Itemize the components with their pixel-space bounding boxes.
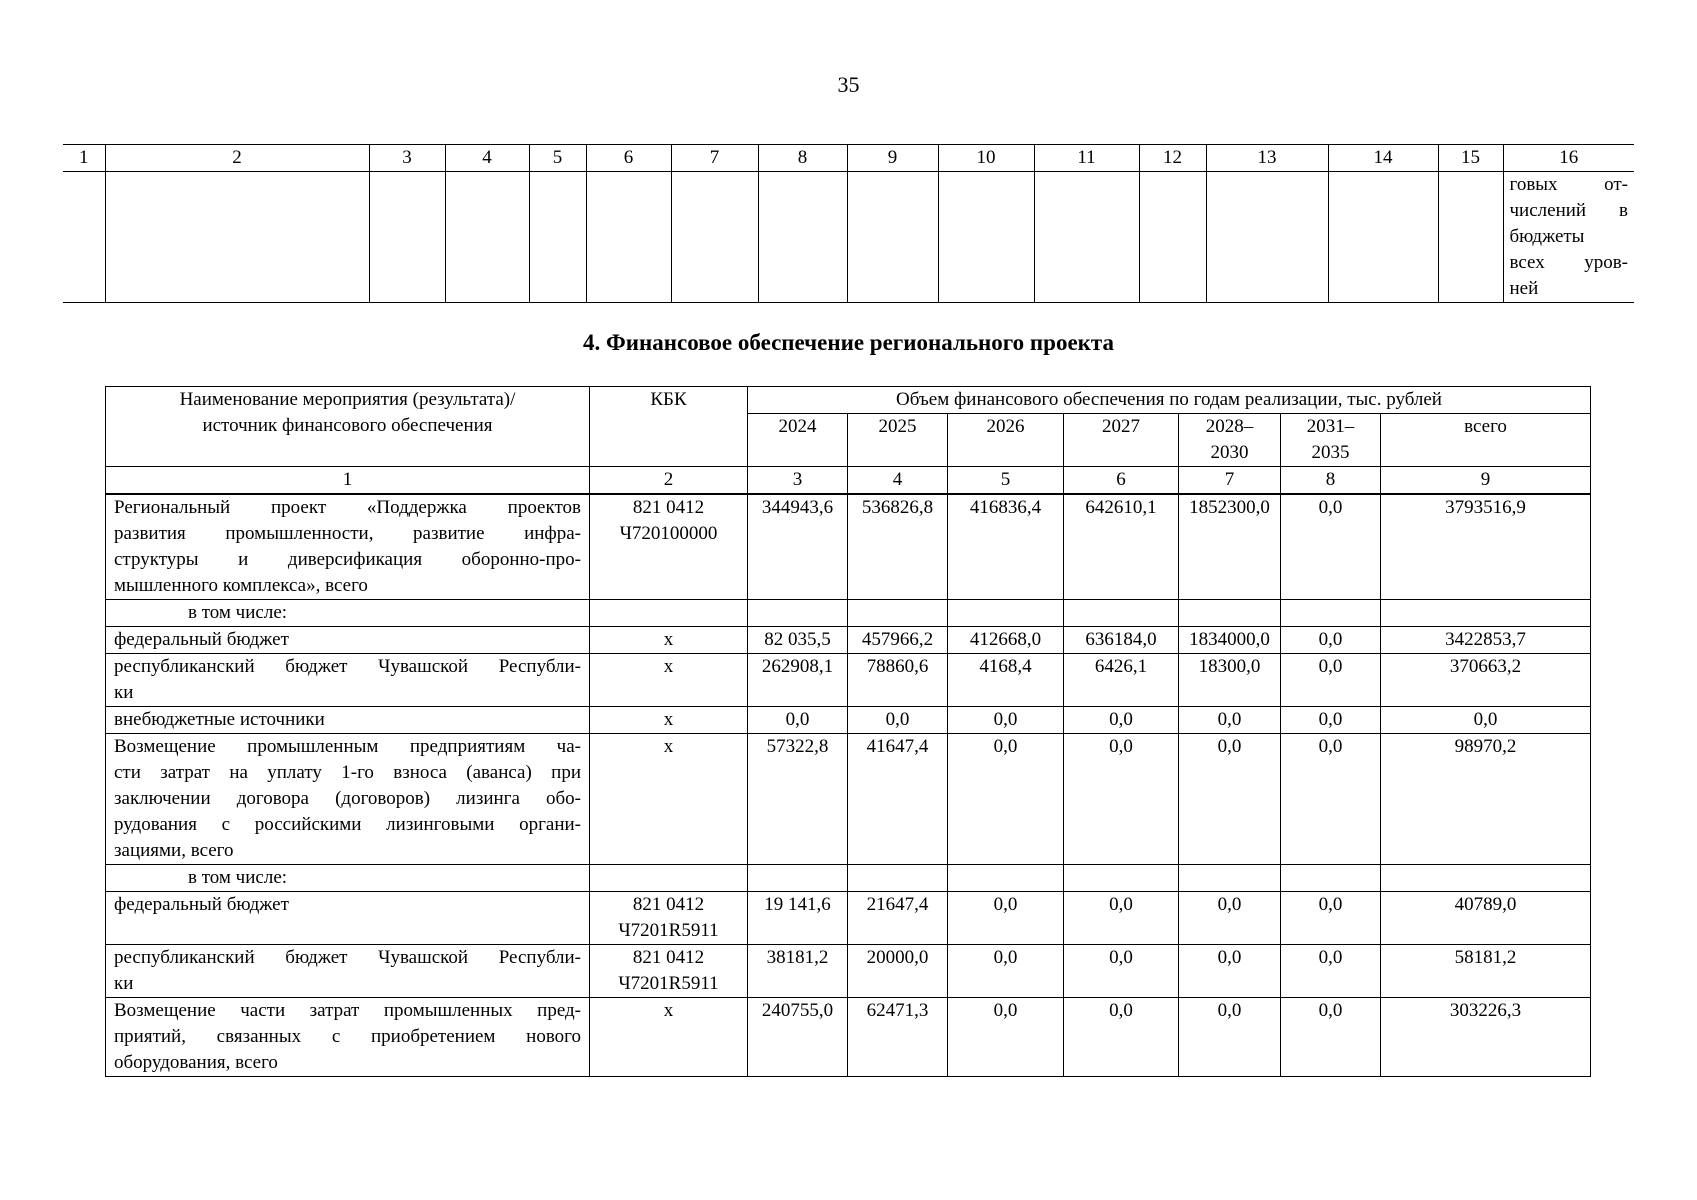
column-number: 13 xyxy=(1206,145,1328,172)
row-value: 1852300,0 xyxy=(1179,494,1281,600)
column-number: 9 xyxy=(847,145,938,172)
table-row xyxy=(106,945,1591,998)
continuation-cell xyxy=(1503,172,1634,303)
empty-cell xyxy=(1179,865,1281,892)
row-kbk-line: х xyxy=(663,1000,674,1021)
row-value: 0,0 xyxy=(1381,707,1591,734)
column-number: 12 xyxy=(1139,145,1206,172)
row-name xyxy=(106,892,590,945)
row-kbk-line: 821 0412 xyxy=(632,947,705,968)
row-name-line: ки xyxy=(114,973,134,994)
header-column-number: 2 xyxy=(590,467,748,495)
column-number: 15 xyxy=(1438,145,1503,172)
row-value: 3793516,9 xyxy=(1381,494,1591,600)
empty-cell xyxy=(1381,600,1591,627)
continuation-text-line: ней xyxy=(1509,278,1539,299)
header-year xyxy=(1064,414,1179,467)
row-name-line: зациями, всего xyxy=(114,840,234,861)
row-value: 0,0 xyxy=(1064,892,1179,945)
continuation-cell xyxy=(105,172,369,303)
column-number: 8 xyxy=(758,145,847,172)
row-name xyxy=(106,707,590,734)
row-name-line: заключении договора (договоров) лизинга обо- xyxy=(114,788,581,809)
header-column-number: 1 xyxy=(106,467,590,495)
column-number: 3 xyxy=(369,145,445,172)
table-row xyxy=(106,627,1591,654)
row-name-line: федеральный бюджет xyxy=(114,894,289,915)
continuation-cell xyxy=(1438,172,1503,303)
row-value: 303226,3 xyxy=(1381,998,1591,1077)
row-value: 344943,6 xyxy=(748,494,848,600)
header-column-number: 4 xyxy=(848,467,948,495)
table-row xyxy=(106,600,1591,627)
empty-cell xyxy=(590,600,748,627)
row-kbk-line: х xyxy=(663,736,674,757)
row-name-line: оборудования, всего xyxy=(114,1052,278,1073)
row-kbk-line: Ч720100000 xyxy=(619,523,718,544)
empty-cell xyxy=(848,600,948,627)
row-value: 0,0 xyxy=(1064,945,1179,998)
row-value: 20000,0 xyxy=(848,945,948,998)
header-numbers-row xyxy=(106,467,1591,495)
row-value: 240755,0 xyxy=(748,998,848,1077)
row-value: 0,0 xyxy=(1179,892,1281,945)
page-number: 35 xyxy=(837,72,860,97)
row-name-line: республиканский бюджет Чувашской Республи- xyxy=(114,947,581,968)
table-row xyxy=(106,865,1591,892)
row-value: 0,0 xyxy=(1281,494,1381,600)
row-value: 18300,0 xyxy=(1179,654,1281,707)
row-name-line: развития промышленности, развитие инфра- xyxy=(114,523,581,544)
row-value: 4168,4 xyxy=(948,654,1064,707)
row-value: 98970,2 xyxy=(1381,734,1591,865)
row-value: 62471,3 xyxy=(848,998,948,1077)
row-value: 0,0 xyxy=(1064,734,1179,865)
empty-cell xyxy=(1179,600,1281,627)
row-value: 0,0 xyxy=(748,707,848,734)
row-kbk-line: х xyxy=(663,629,674,650)
row-name: в том числе: xyxy=(106,600,590,627)
header-year-text: 2031– xyxy=(1306,416,1355,437)
row-name-line: мышленного комплекса», всего xyxy=(114,575,368,596)
row-value: 82 035,5 xyxy=(748,627,848,654)
column-number: 1 xyxy=(63,145,105,172)
row-value: 57322,8 xyxy=(748,734,848,865)
row-value: 0,0 xyxy=(1281,654,1381,707)
row-value: 21647,4 xyxy=(848,892,948,945)
row-name: в том числе: xyxy=(106,865,590,892)
row-name-line: ки xyxy=(114,682,134,703)
row-name-line: федеральный бюджет xyxy=(114,629,289,650)
header-column-number: 5 xyxy=(948,467,1064,495)
row-kbk xyxy=(590,654,748,707)
row-kbk-line: Ч7201R5911 xyxy=(618,920,719,941)
empty-cell xyxy=(748,600,848,627)
continuation-table xyxy=(63,144,1634,303)
continuation-cell xyxy=(1328,172,1438,303)
row-kbk-line: х xyxy=(663,656,674,677)
continuation-text-line: говых от- xyxy=(1509,174,1628,195)
row-value: 0,0 xyxy=(948,892,1064,945)
row-name xyxy=(106,627,590,654)
header-volume: Объем финансового обеспечения по годам реализации, тыс. рублей xyxy=(748,387,1591,414)
empty-cell xyxy=(748,865,848,892)
row-kbk xyxy=(590,945,748,998)
row-kbk-line: х xyxy=(663,709,674,730)
row-value: 40789,0 xyxy=(1381,892,1591,945)
header-column-number: 3 xyxy=(748,467,848,495)
financing-table xyxy=(105,386,1591,1077)
row-kbk xyxy=(590,494,748,600)
header-year-text: 2026 xyxy=(986,416,1025,437)
row-value: 78860,6 xyxy=(848,654,948,707)
row-name-line: внебюджетные источники xyxy=(114,709,325,730)
row-value: 0,0 xyxy=(1179,998,1281,1077)
column-number: 7 xyxy=(671,145,758,172)
header-column-number: 7 xyxy=(1179,467,1281,495)
row-value: 1834000,0 xyxy=(1179,627,1281,654)
continuation-cell xyxy=(1206,172,1328,303)
row-value: 0,0 xyxy=(1064,998,1179,1077)
header-year xyxy=(848,414,948,467)
row-value: 38181,2 xyxy=(748,945,848,998)
empty-cell xyxy=(1281,600,1381,627)
row-name-line: Возмещение части затрат промышленных пред- xyxy=(114,1000,581,1021)
row-value: 0,0 xyxy=(1281,627,1381,654)
continuation-cell xyxy=(586,172,671,303)
empty-cell xyxy=(948,865,1064,892)
header-year-text: 2025 xyxy=(878,416,917,437)
row-value: 41647,4 xyxy=(848,734,948,865)
header-year-text: 2028– xyxy=(1205,416,1254,437)
table-row xyxy=(106,654,1591,707)
row-value: 0,0 xyxy=(948,734,1064,865)
table-row xyxy=(106,734,1591,865)
row-value: 412668,0 xyxy=(948,627,1064,654)
row-kbk xyxy=(590,892,748,945)
row-value: 636184,0 xyxy=(1064,627,1179,654)
section-title: 4. Финансовое обеспечение регионального проекта xyxy=(583,330,1114,355)
header-year xyxy=(1381,414,1591,467)
row-value: 0,0 xyxy=(1179,945,1281,998)
continuation-row xyxy=(63,172,1634,303)
row-value: 0,0 xyxy=(848,707,948,734)
row-name xyxy=(106,998,590,1077)
empty-cell xyxy=(848,865,948,892)
row-kbk xyxy=(590,707,748,734)
continuation-cell xyxy=(671,172,758,303)
row-value: 457966,2 xyxy=(848,627,948,654)
continuation-cell xyxy=(758,172,847,303)
continuation-cell xyxy=(1139,172,1206,303)
row-kbk-line: 821 0412 xyxy=(632,497,705,518)
row-value: 19 141,6 xyxy=(748,892,848,945)
row-value: 0,0 xyxy=(1179,707,1281,734)
row-kbk-line: Ч7201R5911 xyxy=(618,973,719,994)
row-name xyxy=(106,945,590,998)
column-number: 14 xyxy=(1328,145,1438,172)
row-kbk-line: 821 0412 xyxy=(632,894,705,915)
row-name xyxy=(106,734,590,865)
row-value: 0,0 xyxy=(1281,945,1381,998)
continuation-text-line: всех уров- xyxy=(1509,252,1628,273)
row-value: 0,0 xyxy=(948,998,1064,1077)
row-kbk xyxy=(590,998,748,1077)
header-row xyxy=(106,387,1591,414)
header-column-number: 6 xyxy=(1064,467,1179,495)
row-value: 0,0 xyxy=(1281,734,1381,865)
continuation-cell xyxy=(1034,172,1139,303)
row-name-line: республиканский бюджет Чувашской Республи- xyxy=(114,656,581,677)
header-column-number: 8 xyxy=(1281,467,1381,495)
column-number: 16 xyxy=(1503,145,1634,172)
header-year-text: 2024 xyxy=(778,416,817,437)
continuation-cell xyxy=(529,172,586,303)
header-year xyxy=(748,414,848,467)
header-column-number: 9 xyxy=(1381,467,1591,495)
column-number: 6 xyxy=(586,145,671,172)
row-name-line: рудования с российскими лизинговыми органи- xyxy=(114,814,581,835)
row-name-line: приятий, связанных с приобретением нового xyxy=(114,1026,581,1047)
empty-cell xyxy=(1064,600,1179,627)
header-year-text: всего xyxy=(1464,416,1507,437)
row-value: 0,0 xyxy=(1281,707,1381,734)
empty-cell xyxy=(590,865,748,892)
continuation-cell xyxy=(63,172,105,303)
row-value: 262908,1 xyxy=(748,654,848,707)
row-name xyxy=(106,494,590,600)
row-value: 0,0 xyxy=(948,707,1064,734)
continuation-text-line: бюджеты xyxy=(1509,226,1585,247)
column-number-row xyxy=(63,145,1634,172)
row-value: 536826,8 xyxy=(848,494,948,600)
row-kbk xyxy=(590,734,748,865)
table-row xyxy=(106,707,1591,734)
row-value: 370663,2 xyxy=(1381,654,1591,707)
row-name-line: сти затрат на уплату 1-го взноса (аванса) при xyxy=(114,762,581,783)
empty-cell xyxy=(948,600,1064,627)
table-row xyxy=(106,998,1591,1077)
column-number: 11 xyxy=(1034,145,1139,172)
row-name-line: структуры и диверсификация оборонно-про- xyxy=(114,549,581,570)
row-value: 642610,1 xyxy=(1064,494,1179,600)
row-value: 0,0 xyxy=(948,945,1064,998)
row-name xyxy=(106,654,590,707)
row-value: 0,0 xyxy=(1281,998,1381,1077)
header-name: Наименование мероприятия (результата)/ источник финансового обеспечения xyxy=(106,387,590,467)
row-value: 3422853,7 xyxy=(1381,627,1591,654)
continuation-cell xyxy=(938,172,1034,303)
row-value: 0,0 xyxy=(1064,707,1179,734)
header-year: 2031– 2035 xyxy=(1281,414,1381,467)
column-number: 10 xyxy=(938,145,1034,172)
table-row xyxy=(106,892,1591,945)
column-number: 5 xyxy=(529,145,586,172)
table-row xyxy=(106,494,1591,600)
header-year-text: 2027 xyxy=(1102,416,1140,437)
header-year xyxy=(948,414,1064,467)
empty-cell xyxy=(1381,865,1591,892)
row-value: 6426,1 xyxy=(1064,654,1179,707)
row-value: 416836,4 xyxy=(948,494,1064,600)
empty-cell xyxy=(1064,865,1179,892)
empty-cell xyxy=(1281,865,1381,892)
row-value: 0,0 xyxy=(1179,734,1281,865)
column-number: 2 xyxy=(105,145,369,172)
row-value: 0,0 xyxy=(1281,892,1381,945)
row-name-line: Региональный проект «Поддержка проектов xyxy=(114,497,581,518)
continuation-cell xyxy=(847,172,938,303)
continuation-text-line: числений в xyxy=(1509,200,1628,221)
row-kbk xyxy=(590,627,748,654)
continuation-cell xyxy=(445,172,529,303)
row-value: 58181,2 xyxy=(1381,945,1591,998)
continuation-cell xyxy=(369,172,445,303)
header-year: 2028– 2030 xyxy=(1179,414,1281,467)
header-kbk: КБК xyxy=(590,387,748,467)
row-name-line: Возмещение промышленным предприятиям ча- xyxy=(114,736,581,757)
column-number: 4 xyxy=(445,145,529,172)
